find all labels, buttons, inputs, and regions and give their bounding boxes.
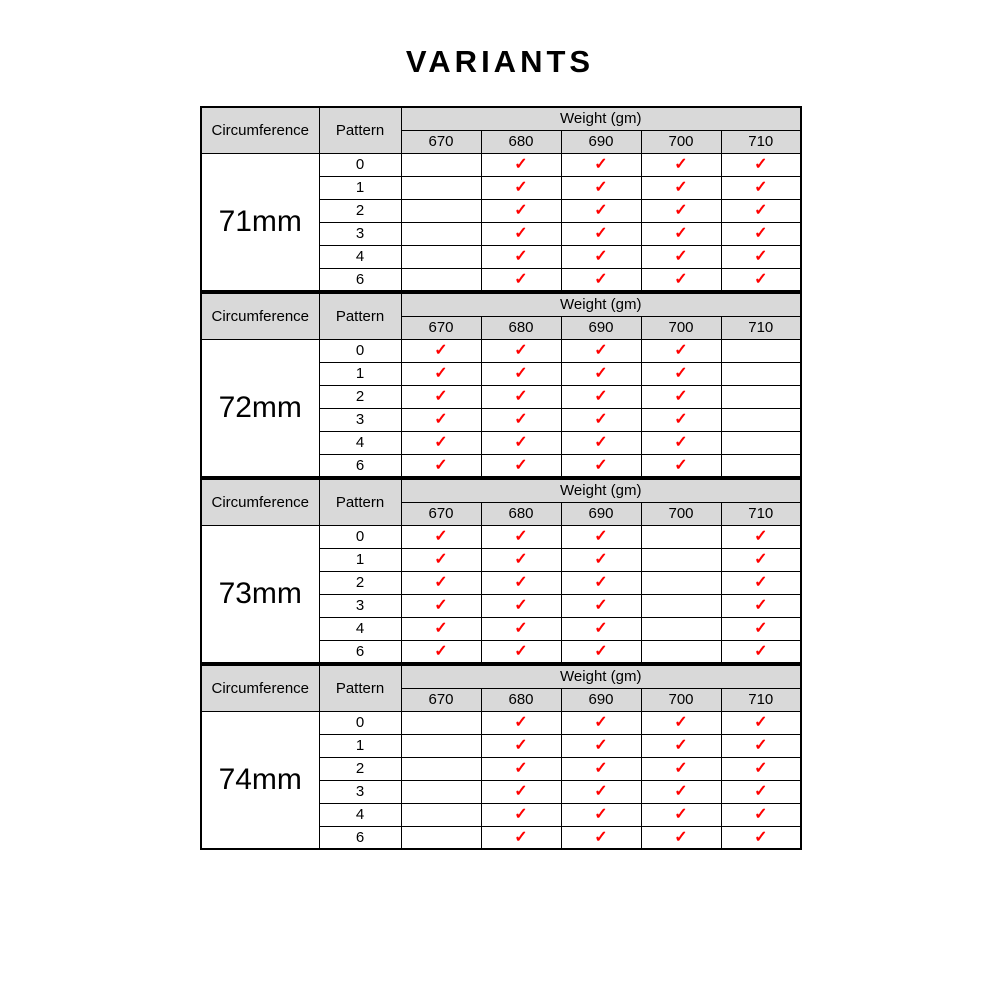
pattern-cell: 1 (319, 734, 401, 757)
check-cell (641, 757, 721, 780)
pattern-cell: 2 (319, 385, 401, 408)
check-cell (481, 245, 561, 268)
check-icon: ✓ (754, 225, 768, 242)
check-cell (721, 734, 801, 757)
weight-col-header-670: 670 (401, 316, 481, 339)
check-cell (481, 780, 561, 803)
check-icon: ✓ (674, 806, 688, 823)
check-cell (641, 385, 721, 408)
pattern-cell: 4 (319, 617, 401, 640)
check-icon: ✓ (514, 225, 528, 242)
check-icon: ✓ (754, 828, 768, 846)
check-cell (641, 339, 721, 362)
check-icon: ✓ (674, 248, 688, 265)
check-cell (481, 826, 561, 849)
check-icon: ✓ (594, 760, 608, 777)
empty-cell (401, 826, 481, 849)
check-icon: ✓ (514, 528, 528, 545)
check-icon: ✓ (594, 365, 608, 382)
check-cell (641, 780, 721, 803)
pattern-row (201, 153, 801, 176)
pattern-cell: 3 (319, 222, 401, 245)
check-icon: ✓ (594, 411, 608, 428)
check-cell (641, 268, 721, 291)
pattern-row (201, 339, 801, 362)
check-cell (721, 222, 801, 245)
check-icon: ✓ (434, 597, 448, 614)
check-icon: ✓ (514, 574, 528, 591)
check-cell (481, 176, 561, 199)
check-icon: ✓ (514, 388, 528, 405)
check-icon: ✓ (514, 642, 528, 660)
check-icon: ✓ (514, 156, 528, 173)
check-icon: ✓ (594, 179, 608, 196)
check-icon: ✓ (754, 156, 768, 173)
pattern-row (201, 525, 801, 548)
circumference-header: Circumference (201, 479, 319, 525)
page-title: VARIANTS (405, 44, 595, 79)
check-icon: ✓ (594, 248, 608, 265)
check-icon: ✓ (754, 597, 768, 614)
check-cell (721, 245, 801, 268)
check-cell (561, 571, 641, 594)
empty-cell (641, 525, 721, 548)
check-cell (561, 780, 641, 803)
check-cell (481, 617, 561, 640)
check-icon: ✓ (514, 551, 528, 568)
check-icon: ✓ (434, 528, 448, 545)
check-icon: ✓ (514, 342, 528, 359)
weight-group-header: Weight (gm) (401, 665, 801, 688)
empty-cell (721, 339, 801, 362)
check-cell (561, 245, 641, 268)
check-cell (721, 525, 801, 548)
check-cell (721, 826, 801, 849)
check-cell (721, 548, 801, 571)
check-cell (481, 153, 561, 176)
check-cell (401, 640, 481, 663)
empty-cell (401, 176, 481, 199)
check-icon: ✓ (754, 528, 768, 545)
weight-col-header-680: 680 (481, 502, 561, 525)
empty-cell (401, 222, 481, 245)
check-cell (721, 757, 801, 780)
empty-cell (721, 408, 801, 431)
check-icon: ✓ (594, 456, 608, 474)
empty-cell (401, 153, 481, 176)
check-icon: ✓ (754, 714, 768, 731)
check-cell (641, 245, 721, 268)
circumference-header: Circumference (201, 293, 319, 339)
check-cell (401, 594, 481, 617)
check-icon: ✓ (674, 411, 688, 428)
check-cell (561, 408, 641, 431)
check-cell (481, 640, 561, 663)
check-cell (561, 525, 641, 548)
check-icon: ✓ (754, 574, 768, 591)
check-cell (401, 571, 481, 594)
pattern-cell: 6 (319, 454, 401, 477)
check-cell (481, 385, 561, 408)
empty-cell (721, 385, 801, 408)
check-cell (481, 431, 561, 454)
check-icon: ✓ (594, 828, 608, 846)
pattern-cell: 0 (319, 339, 401, 362)
check-icon: ✓ (674, 828, 688, 846)
check-icon: ✓ (674, 737, 688, 754)
check-cell (561, 548, 641, 571)
check-cell (721, 571, 801, 594)
pattern-cell: 4 (319, 431, 401, 454)
check-icon: ✓ (434, 388, 448, 405)
circumference-value: 71mm (201, 153, 319, 291)
pattern-header: Pattern (319, 107, 401, 153)
check-cell (561, 594, 641, 617)
check-cell (641, 431, 721, 454)
check-cell (481, 339, 561, 362)
check-cell (721, 268, 801, 291)
check-cell (721, 803, 801, 826)
empty-cell (401, 711, 481, 734)
empty-cell (401, 245, 481, 268)
check-icon: ✓ (674, 783, 688, 800)
check-icon: ✓ (754, 642, 768, 660)
check-icon: ✓ (594, 270, 608, 288)
check-cell (721, 176, 801, 199)
check-icon: ✓ (754, 551, 768, 568)
circumference-value: 74mm (201, 711, 319, 849)
empty-cell (641, 640, 721, 663)
check-icon: ✓ (514, 737, 528, 754)
weight-col-header-670: 670 (401, 688, 481, 711)
empty-cell (641, 571, 721, 594)
check-icon: ✓ (594, 714, 608, 731)
check-icon: ✓ (754, 783, 768, 800)
check-cell (481, 525, 561, 548)
check-cell (641, 222, 721, 245)
check-icon: ✓ (514, 434, 528, 451)
pattern-header: Pattern (319, 293, 401, 339)
check-cell (561, 734, 641, 757)
check-icon: ✓ (674, 760, 688, 777)
check-icon: ✓ (434, 434, 448, 451)
check-icon: ✓ (594, 342, 608, 359)
circumference-value: 73mm (201, 525, 319, 663)
check-cell (481, 757, 561, 780)
variants-table-73mm (200, 478, 802, 664)
pattern-cell: 2 (319, 571, 401, 594)
weight-col-header-670: 670 (401, 502, 481, 525)
pattern-header: Pattern (319, 665, 401, 711)
check-cell (721, 780, 801, 803)
check-cell (481, 571, 561, 594)
check-icon: ✓ (594, 434, 608, 451)
check-cell (401, 525, 481, 548)
check-icon: ✓ (514, 806, 528, 823)
pattern-cell: 3 (319, 780, 401, 803)
check-cell (561, 711, 641, 734)
pattern-cell: 1 (319, 548, 401, 571)
empty-cell (401, 803, 481, 826)
check-icon: ✓ (674, 456, 688, 474)
check-cell (481, 408, 561, 431)
check-icon: ✓ (514, 179, 528, 196)
check-icon: ✓ (594, 551, 608, 568)
check-cell (481, 803, 561, 826)
check-icon: ✓ (434, 342, 448, 359)
check-icon: ✓ (434, 642, 448, 660)
check-cell (561, 153, 641, 176)
check-cell (401, 548, 481, 571)
check-icon: ✓ (594, 620, 608, 637)
check-cell (481, 222, 561, 245)
check-cell (641, 176, 721, 199)
check-cell (641, 826, 721, 849)
check-cell (561, 176, 641, 199)
check-cell (481, 548, 561, 571)
check-icon: ✓ (674, 388, 688, 405)
check-icon: ✓ (754, 806, 768, 823)
check-cell (401, 454, 481, 477)
check-icon: ✓ (594, 156, 608, 173)
empty-cell (641, 594, 721, 617)
check-cell (721, 594, 801, 617)
check-icon: ✓ (754, 179, 768, 196)
check-cell (561, 617, 641, 640)
check-cell (561, 199, 641, 222)
check-icon: ✓ (754, 248, 768, 265)
check-icon: ✓ (674, 179, 688, 196)
check-icon: ✓ (594, 783, 608, 800)
pattern-cell: 3 (319, 408, 401, 431)
check-icon: ✓ (594, 642, 608, 660)
check-cell (481, 362, 561, 385)
check-icon: ✓ (674, 156, 688, 173)
check-icon: ✓ (674, 342, 688, 359)
check-cell (561, 222, 641, 245)
check-cell (481, 734, 561, 757)
weight-col-header-690: 690 (561, 502, 641, 525)
check-cell (401, 362, 481, 385)
weight-col-header-700: 700 (641, 688, 721, 711)
check-cell (641, 153, 721, 176)
pattern-cell: 3 (319, 594, 401, 617)
check-cell (641, 734, 721, 757)
check-cell (481, 454, 561, 477)
variants-table-74mm (200, 664, 802, 850)
weight-col-header-710: 710 (721, 502, 801, 525)
check-cell (481, 268, 561, 291)
check-cell (721, 711, 801, 734)
check-icon: ✓ (594, 225, 608, 242)
check-icon: ✓ (514, 456, 528, 474)
check-cell (641, 803, 721, 826)
weight-col-header-690: 690 (561, 688, 641, 711)
check-icon: ✓ (674, 365, 688, 382)
check-icon: ✓ (434, 456, 448, 474)
pattern-cell: 0 (319, 525, 401, 548)
check-icon: ✓ (514, 714, 528, 731)
check-icon: ✓ (594, 388, 608, 405)
check-cell (561, 385, 641, 408)
check-cell (401, 408, 481, 431)
check-cell (721, 617, 801, 640)
check-cell (561, 826, 641, 849)
empty-cell (401, 757, 481, 780)
check-cell (721, 153, 801, 176)
weight-col-header-670: 670 (401, 130, 481, 153)
check-icon: ✓ (514, 411, 528, 428)
weight-col-header-700: 700 (641, 316, 721, 339)
empty-cell (401, 780, 481, 803)
empty-cell (721, 431, 801, 454)
weight-group-header: Weight (gm) (401, 293, 801, 316)
pattern-header: Pattern (319, 479, 401, 525)
check-icon: ✓ (514, 597, 528, 614)
check-cell (641, 454, 721, 477)
pattern-row (201, 711, 801, 734)
empty-cell (721, 362, 801, 385)
check-cell (561, 362, 641, 385)
weight-group-header: Weight (gm) (401, 107, 801, 130)
check-icon: ✓ (674, 434, 688, 451)
variants-tables (200, 106, 800, 850)
pattern-cell: 1 (319, 176, 401, 199)
empty-cell (401, 199, 481, 222)
weight-col-header-710: 710 (721, 130, 801, 153)
circumference-value: 72mm (201, 339, 319, 477)
weight-col-header-700: 700 (641, 130, 721, 153)
check-cell (401, 431, 481, 454)
empty-cell (401, 734, 481, 757)
pattern-cell: 0 (319, 711, 401, 734)
check-cell (641, 711, 721, 734)
check-icon: ✓ (514, 202, 528, 219)
check-cell (481, 594, 561, 617)
weight-col-header-690: 690 (561, 130, 641, 153)
check-cell (481, 199, 561, 222)
empty-cell (641, 548, 721, 571)
empty-cell (721, 454, 801, 477)
check-icon: ✓ (674, 714, 688, 731)
check-cell (401, 339, 481, 362)
check-icon: ✓ (754, 760, 768, 777)
check-icon: ✓ (434, 411, 448, 428)
check-icon: ✓ (514, 248, 528, 265)
check-cell (721, 640, 801, 663)
check-icon: ✓ (754, 737, 768, 754)
check-icon: ✓ (594, 806, 608, 823)
circumference-header: Circumference (201, 665, 319, 711)
pattern-cell: 6 (319, 268, 401, 291)
check-icon: ✓ (514, 828, 528, 846)
variants-table-72mm (200, 292, 802, 478)
pattern-cell: 6 (319, 640, 401, 663)
check-icon: ✓ (754, 202, 768, 219)
variants-table-71mm (200, 106, 802, 292)
check-cell (561, 431, 641, 454)
check-icon: ✓ (514, 760, 528, 777)
check-icon: ✓ (434, 551, 448, 568)
check-icon: ✓ (754, 270, 768, 288)
check-cell (561, 454, 641, 477)
pattern-cell: 1 (319, 362, 401, 385)
weight-col-header-680: 680 (481, 688, 561, 711)
pattern-cell: 2 (319, 199, 401, 222)
check-icon: ✓ (674, 202, 688, 219)
check-cell (561, 268, 641, 291)
weight-col-header-710: 710 (721, 688, 801, 711)
pattern-cell: 2 (319, 757, 401, 780)
check-icon: ✓ (514, 620, 528, 637)
empty-cell (641, 617, 721, 640)
check-icon: ✓ (674, 225, 688, 242)
check-icon: ✓ (594, 574, 608, 591)
check-icon: ✓ (594, 597, 608, 614)
check-icon: ✓ (514, 365, 528, 382)
check-icon: ✓ (434, 620, 448, 637)
check-cell (401, 385, 481, 408)
pattern-cell: 0 (319, 153, 401, 176)
weight-col-header-680: 680 (481, 130, 561, 153)
empty-cell (401, 268, 481, 291)
check-icon: ✓ (594, 737, 608, 754)
check-cell (401, 617, 481, 640)
weight-col-header-700: 700 (641, 502, 721, 525)
pattern-cell: 4 (319, 245, 401, 268)
check-icon: ✓ (754, 620, 768, 637)
check-icon: ✓ (434, 365, 448, 382)
check-cell (641, 199, 721, 222)
check-icon: ✓ (434, 574, 448, 591)
check-cell (641, 408, 721, 431)
check-icon: ✓ (594, 202, 608, 219)
pattern-cell: 6 (319, 826, 401, 849)
check-cell (561, 339, 641, 362)
weight-col-header-690: 690 (561, 316, 641, 339)
check-cell (561, 757, 641, 780)
check-cell (641, 362, 721, 385)
check-icon: ✓ (674, 270, 688, 288)
pattern-cell: 4 (319, 803, 401, 826)
weight-col-header-680: 680 (481, 316, 561, 339)
weight-col-header-710: 710 (721, 316, 801, 339)
circumference-header: Circumference (201, 107, 319, 153)
check-icon: ✓ (594, 528, 608, 545)
weight-group-header: Weight (gm) (401, 479, 801, 502)
check-cell (721, 199, 801, 222)
check-cell (481, 711, 561, 734)
check-cell (561, 803, 641, 826)
check-cell (561, 640, 641, 663)
check-icon: ✓ (514, 783, 528, 800)
check-icon: ✓ (514, 270, 528, 288)
